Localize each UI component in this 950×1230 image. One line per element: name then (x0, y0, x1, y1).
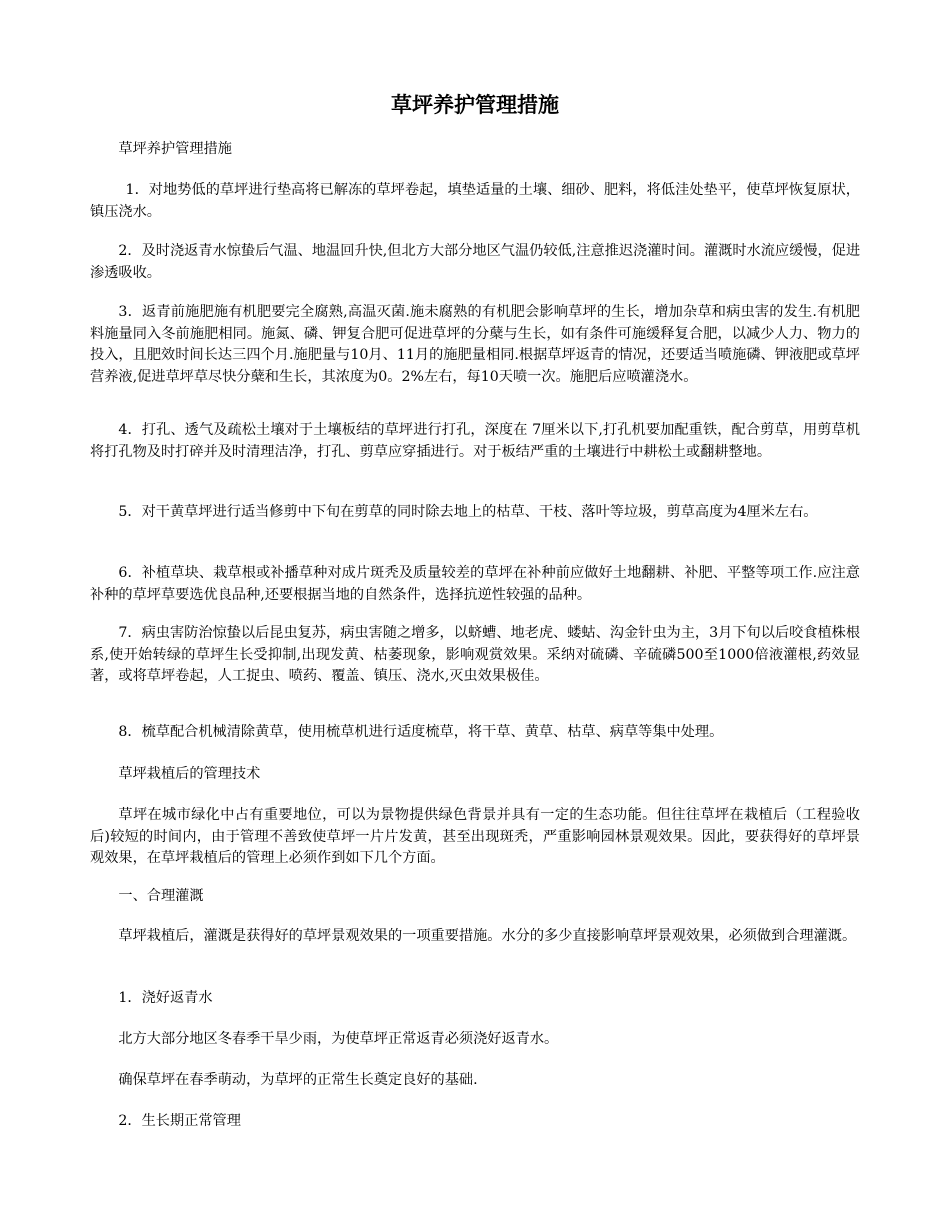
section-heading-management: 草坪栽植后的管理技术 (118, 766, 261, 782)
subheading-greening-water: 1．浇好返青水 (118, 990, 213, 1006)
section-heading-irrigation: 一、合理灌溉 (118, 888, 204, 904)
paragraph-item-4: 4．打孔、透气及疏松土壤对于土壤板结的草坪进行打孔，深度在 7厘米以下,打孔机要加配重铁，配合剪草，用剪草机将打孔物及时打碎并及时清理洁净，打孔、剪草应穿插进行。对于板结严重的土壤进行中耕松土或翻耕整地。 (90, 422, 860, 460)
paragraph-item-7: 7．病虫害防治惊蛰以后昆虫复苏，病虫害随之增多，以蛴螬、地老虎、蝼蛄、沟金针虫为主，3月下旬以后咬食植株根系,使开始转绿的草坪生长受抑制,出现发黄、枯萎现象，影响观赏效果。采纳对硫磷、辛硫磷500至1000倍液灌根,药效显著，或将草坪卷起，人工捉虫、喷药、覆盖、镇压、浇水,灭虫效果极佳。 (90, 625, 861, 684)
paragraph-item-8: 8．梳草配合机械清除黄草，使用梳草机进行适度梳草，将干草、黄草、枯草、病草等集中处理。 (118, 724, 724, 740)
document-title: 草坪养护管理措施 (391, 93, 559, 117)
paragraph-intro: 草坪在城市绿化中占有重要地位，可以为景物提供绿色背景并具有一定的生态功能。但往往草坪在栽植后（工程验收后)较短的时间内，由于管理不善致使草坪一片片发黄，甚至出现斑秃，严重影响园林景观效果。因此，要获得好的草坪景观效果，在草坪栽植后的管理上必须作到如下几个方面。 (90, 807, 860, 866)
paragraph-greening-water: 北方大部分地区冬春季干旱少雨，为使草坪正常返青必须浇好返青水。 (118, 1031, 559, 1047)
paragraph-item-2: 2．及时浇返青水惊蛰后气温、地温回升快,但北方大部分地区气温仍较低,注意推迟浇灌时间。灌溉时水流应缓慢，促进渗透吸收。 (90, 243, 861, 281)
paragraph-item-5: 5．对干黄草坪进行适当修剪中下旬在剪草的同时除去地上的枯草、干枝、落叶等垃圾，剪草高度为4厘米左右。 (118, 504, 818, 520)
paragraph-spring: 确保草坪在春季萌动，为草坪的正常生长奠定良好的基础. (118, 1072, 478, 1088)
paragraph-irrigation: 草坪栽植后，灌溉是获得好的草坪景观效果的一项重要措施。水分的多少直接影响草坪景观效果，必须做到合理灌溉。 (118, 928, 857, 944)
paragraph-item-3: 3．返青前施肥施有机肥要完全腐熟,高温灭菌.施未腐熟的有机肥会影响草坪的生长，增加杂草和病虫害的发生.有机肥料施量同入冬前施肥相同。施氮、磷、钾复合肥可促进草坪的分蘖与生长，如有条件可施缓释复合肥，以减少人力、物力的投入，且肥效时间长达三四个月.施肥量与10月、11月的施肥量相同.根据草坪返青的情况，还要适当喷施磷、钾液肥或草坪营养液,促进草坪草尽快分蘖和生长，其浓度为0。2%左右，每10天喷一次。施肥后应喷灌浇水。 (90, 304, 860, 385)
paragraph-subtitle: 草坪养护管理措施 (118, 141, 232, 157)
subheading-growth-management: 2．生长期正常管理 (118, 1113, 241, 1129)
paragraph-item-1: 1．对地势低的草坪进行垫高将已解冻的草坪卷起，填垫适量的土壤、细砂、肥料，将低洼处垫平，使草坪恢复原状，镇压浇水。 (90, 182, 860, 220)
paragraph-item-6: 6．补植草块、栽草根或补播草种对成片斑秃及质量较差的草坪在补种前应做好土地翻耕、补肥、平整等项工作.应注意补种的草坪草要选优良品种,还要根据当地的自然条件，选择抗逆性较强的品种。 (90, 565, 860, 603)
